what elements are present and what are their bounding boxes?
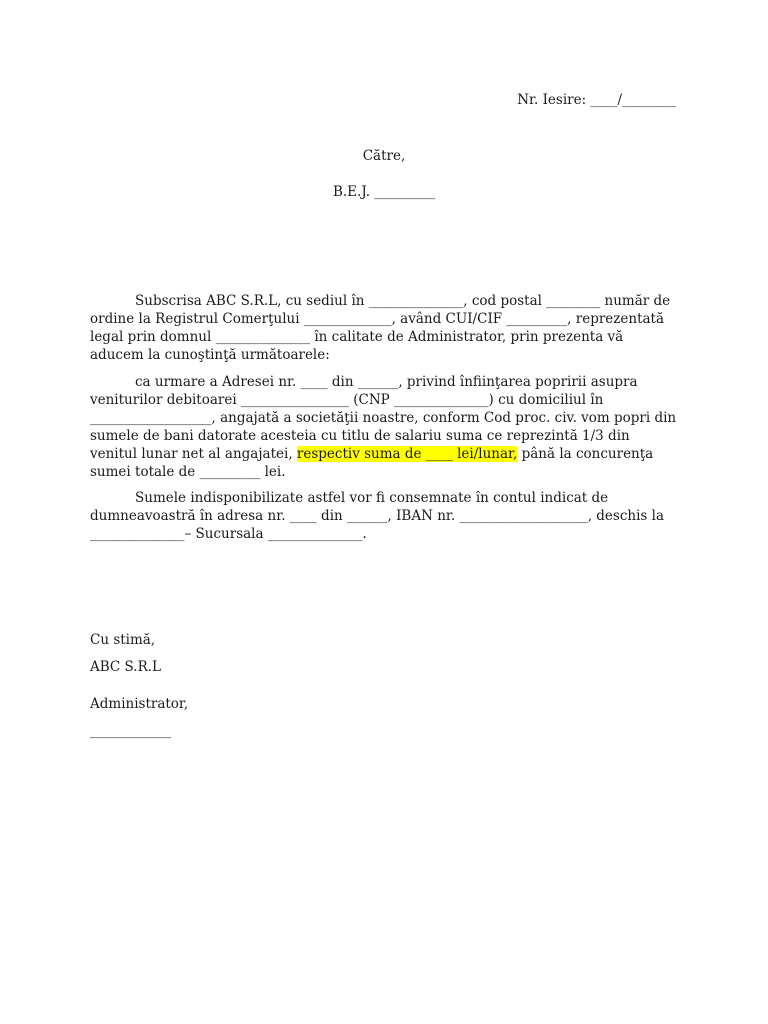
paragraph-garnishment-text: ca urmare a Adresei nr. ____ din ______, privind înfiinţarea popririi asupra veniturilor debitoarei ________________ (CNP ______________) cu domiciliul în __________________, angajată a societăţii noastre, conform Cod proc. civ. vom popri din sumele de bani datorate acesteia cu titlu de salariu suma ce reprezintă 1/3 din venitul lunar net al angajatei, [90,374,677,462]
paragraph-introduction-text: Subscrisa ABC S.R.L, cu sediul în ______________, cod postal ________ număr de ordine la Registrul Comerţului _____________, având CUI/CIF _________, reprezentată legal prin domnul ______________ în calitate de Administrator, prin prezenta vă aducem la cunoştinţă următoarele: [90,293,671,363]
signatory-title: Administrator, [90,696,189,712]
paragraph-introduction [90,292,678,364]
addressee-label: Către, [362,148,406,164]
company-name: ABC S.R.L [90,659,162,675]
paragraph-garnishment [90,373,678,481]
signature-line: ____________ [90,723,171,739]
paragraph-bank-account-text: Sumele indisponibilizate astfel vor fi consemnate în contul indicat de dumneavoastră în adresa nr. ____ din ______, IBAN nr. ___________________, deschis la ______________– Sucursala ______________. [90,490,664,542]
highlighted-amount: respectiv suma de ____ lei/lunar, [296,446,518,462]
paragraph-garnishment-end: până la concurenţa sumei totale de _________ lei. [90,446,654,480]
paragraph-bank-account [90,489,678,543]
closing-salutation: Cu stimă, [90,632,156,648]
recipient-line: B.E.J. _________ [332,184,436,200]
reference-number: Nr. Iesire: ____/________ [517,92,676,108]
